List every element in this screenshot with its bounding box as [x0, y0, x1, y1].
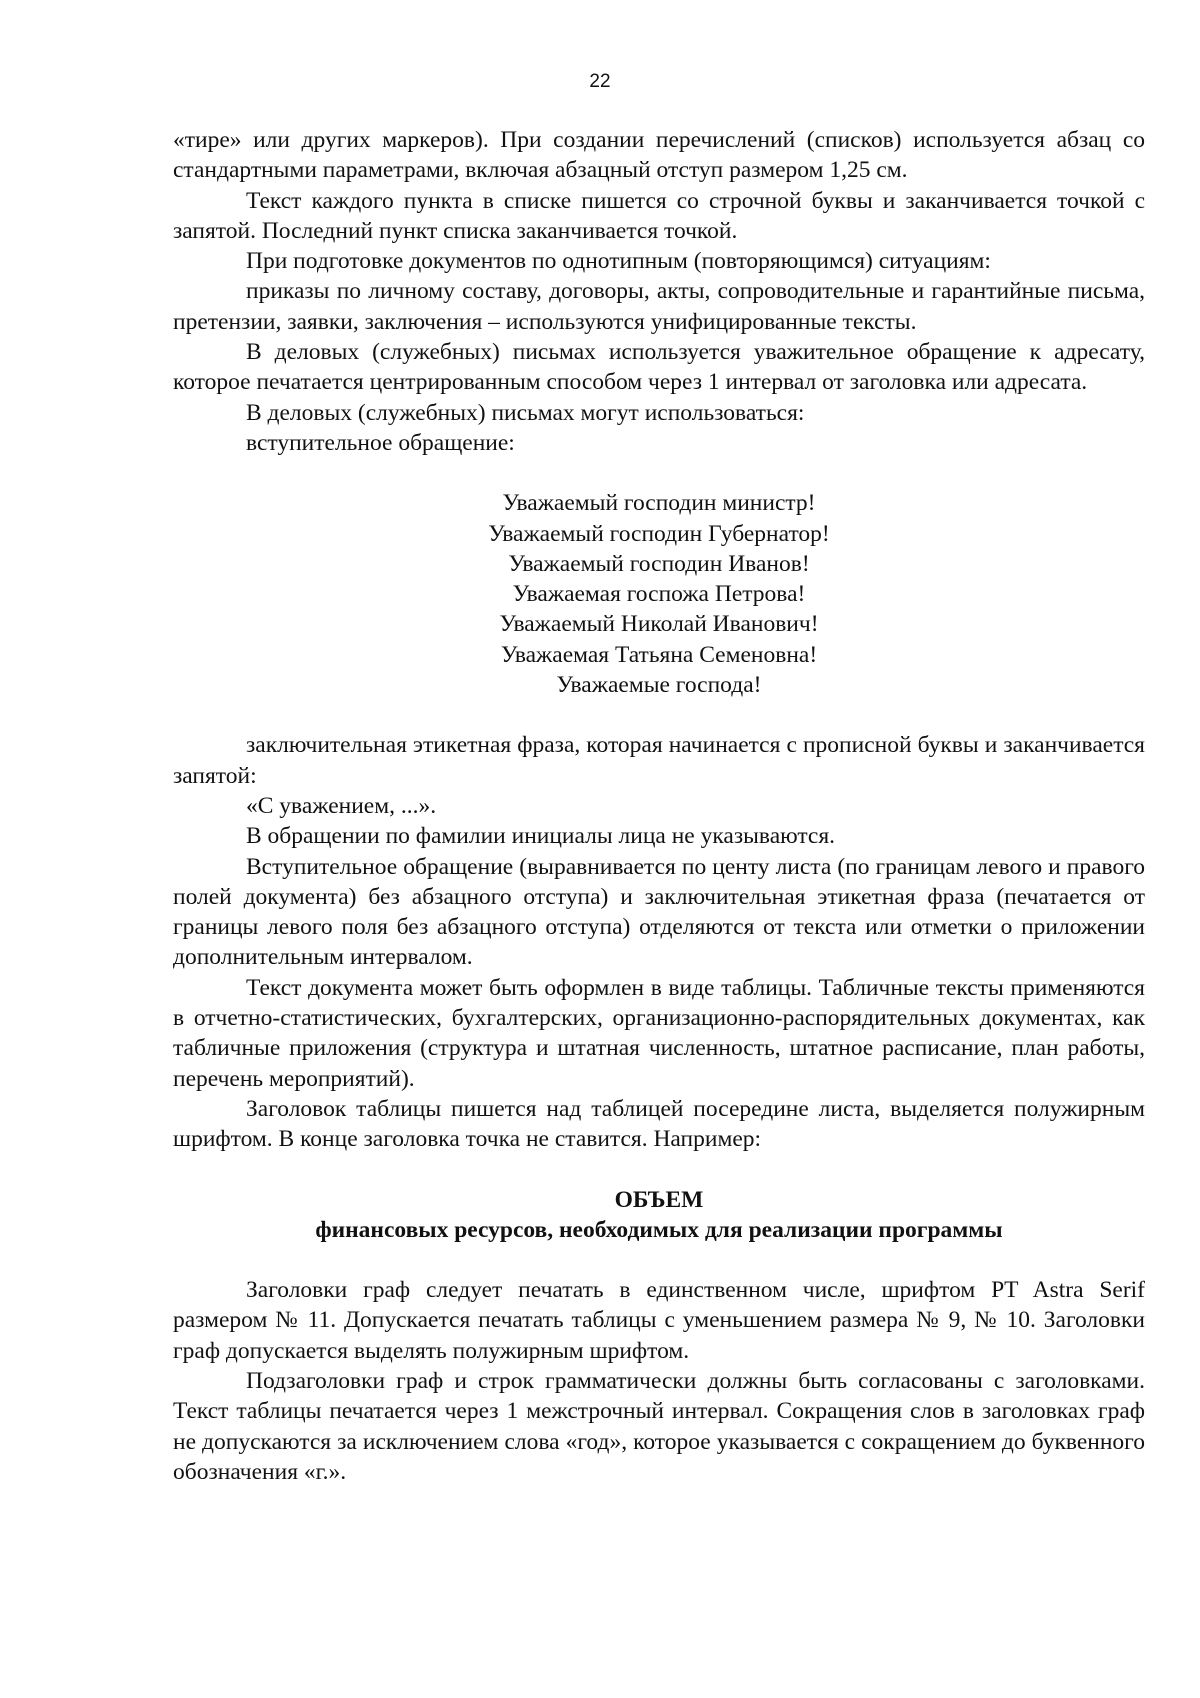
paragraph: В обращении по фамилии инициалы лица не указываются.: [246, 823, 836, 850]
paragraph: «С уважением, ...».: [246, 792, 437, 819]
greeting-line: Уважаемый господин Губернатор!: [488, 520, 830, 547]
paragraph: Заголовки граф следует печатать в единственном числе, шрифтом PT Astra Serif размером № 11. Допускается печатать таблицы с уменьшением размера № 9, № 10. Заголовки граф допускается выделять полужирным шрифтом.: [173, 1277, 1145, 1364]
greeting-line: Уважаемая Татьяна Семеновна!: [500, 641, 818, 668]
paragraph: Текст каждого пункта в списке пишется со строчной буквы и заканчивается точкой с запятой. Последний пункт списка заканчивается точкой.: [173, 187, 1145, 244]
paragraph: Текст документа может быть оформлен в виде таблицы. Табличные тексты применяются в отчетно-статистических, бухгалтерских, организационно-распорядительных документах, как табличные приложения (структура и штатная численность, штатное расписание, план работы, перечень мероприятий).: [173, 974, 1145, 1092]
paragraph: приказы по личному составу, договоры, акты, сопроводительные и гарантийные письма, претензии, заявки, заключения – используются унифицированные тексты.: [173, 278, 1145, 335]
paragraph: Подзаголовки граф и строк грамматически должны быть согласованы с заголовками. Текст таблицы печатается через 1 межстрочный интервал. Сокращения слов в заголовках граф не допускаются за исключением слова «год», которое указывается с сокращением до буквенного обозначения «г.».: [173, 1367, 1145, 1485]
greeting-line: Уважаемый господин министр!: [502, 490, 816, 517]
paragraph: При подготовке документов по однотипным (повторяющимся) ситуациям:: [246, 248, 991, 275]
paragraph: В деловых (служебных) письмах используется уважительное обращение к адресату, которое печатается центрированным способом через 1 интервал от заголовка или адресата.: [173, 339, 1145, 396]
paragraph: заключительная этикетная фраза, которая начинается с прописной буквы и заканчивается запятой:: [173, 732, 1145, 789]
paragraph: вступительное обращение:: [246, 429, 515, 456]
greeting-line: Уважаемый Николай Иванович!: [499, 611, 819, 638]
greeting-line: Уважаемый господин Иванов!: [508, 550, 810, 577]
table-title-heading: ОБЪЕМ: [614, 1186, 704, 1213]
paragraph: Заголовок таблицы пишется над таблицей посередине листа, выделяется полужирным шрифтом. В конце заголовка точка не ставится. Например:: [173, 1095, 1145, 1153]
greeting-line: Уважаемые господа!: [556, 672, 762, 699]
paragraph: Вступительное обращение (выравнивается по центу листа (по границам левого и правого полей документа) без абзацного отступа) и заключительная этикетная фраза (печатается от границы левого поля без абзацного отступа) отделяются от текста или отметки о приложении дополнительным интервалом.: [173, 853, 1145, 971]
table-title-subheading: финансовых ресурсов, необходимых для реализации программы: [315, 1216, 1003, 1243]
page-number: 22: [589, 71, 611, 92]
document-body: [173, 125, 1145, 1487]
greeting-line: Уважаемая госпожа Петрова!: [512, 581, 806, 608]
paragraph: «тире» или других маркеров). При создании перечислений (списков) используется абзац со стандартными параметрами, включая абзацный отступ размером 1,25 см.: [173, 127, 1145, 184]
paragraph: В деловых (служебных) письмах могут использоваться:: [246, 399, 805, 426]
table-title: [173, 1185, 1145, 1246]
greeting-examples: [173, 488, 1145, 700]
